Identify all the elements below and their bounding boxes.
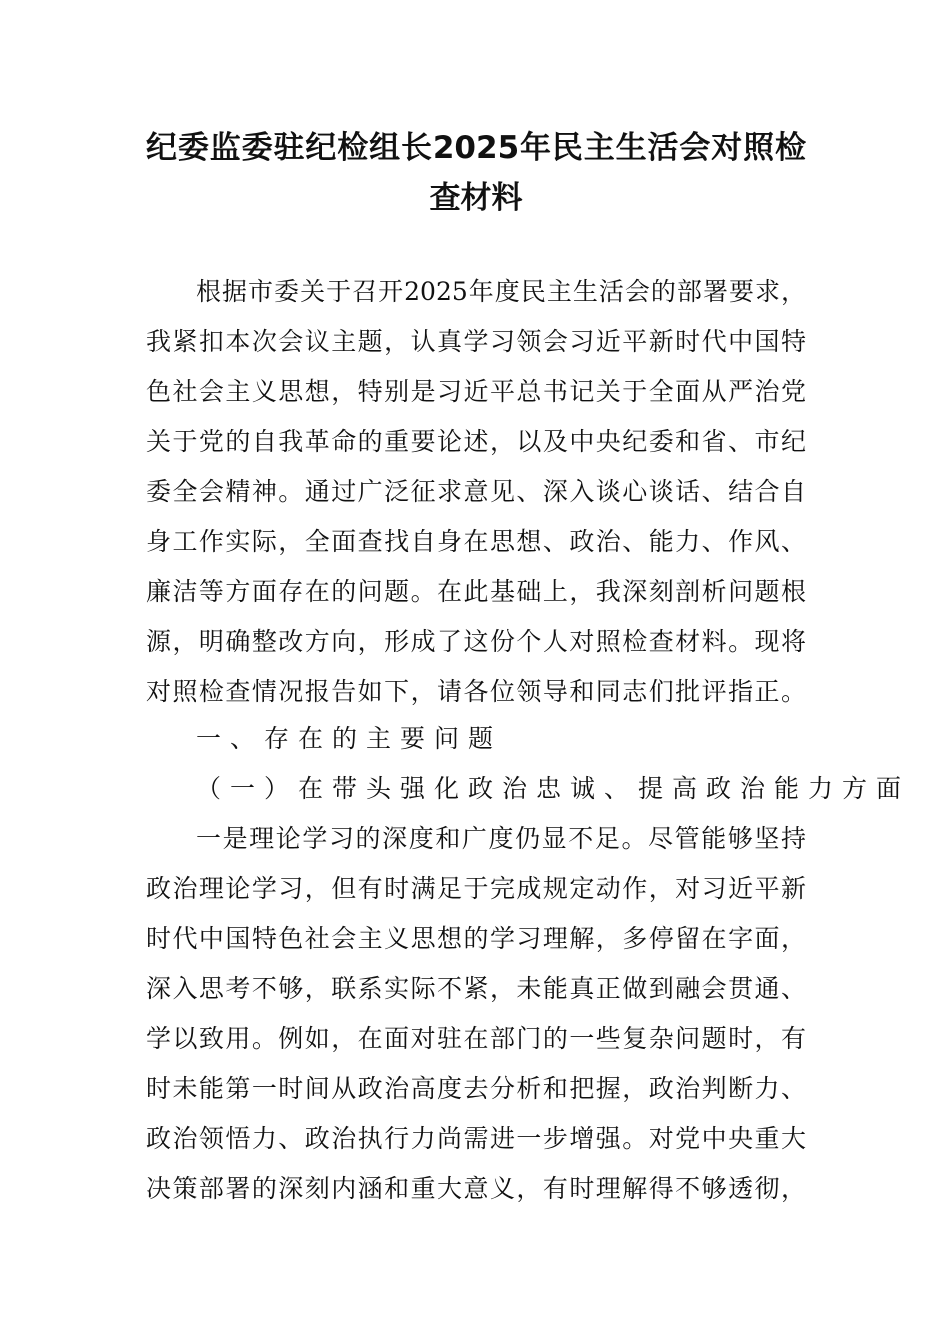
body-text-line: 政治理论学习，但有时满足于完成规定动作，对习近平新 <box>146 874 806 903</box>
body-text-line: 根据市委关于召开2025年度民主生活会的部署要求， <box>196 277 806 306</box>
body-text-line: 源，明确整改方向，形成了这份个人对照检查材料。现将 <box>146 627 806 656</box>
body-text-line: 一、存在的主要问题 <box>196 724 503 753</box>
body-text-line: 政治领悟力、政治执行力尚需进一步增强。对党中央重大 <box>146 1124 806 1153</box>
document-title-line-1: 纪委监委驻纪检组长2025年民主生活会对照检 <box>146 130 806 166</box>
body-text-line: 委全会精神。通过广泛征求意见、深入谈心谈话、结合自 <box>146 477 806 506</box>
body-text-line: 关于党的自我革命的重要论述，以及中央纪委和省、市纪 <box>146 427 806 456</box>
body-text-line: （一）在带头强化政治忠诚、提高政治能力方面 <box>196 774 911 803</box>
body-text-line: 廉洁等方面存在的问题。在此基础上，我深刻剖析问题根 <box>146 577 806 606</box>
body-text-line: 时未能第一时间从政治高度去分析和把握，政治判断力、 <box>146 1074 806 1103</box>
body-text-line: 我紧扣本次会议主题，认真学习领会习近平新时代中国特 <box>146 327 806 356</box>
body-text-line: 身工作实际，全面查找自身在思想、政治、能力、作风、 <box>146 527 806 556</box>
document-title-line-2: 查材料 <box>429 180 523 216</box>
body-text-line: 一是理论学习的深度和广度仍显不足。尽管能够坚持 <box>196 824 806 853</box>
body-text-line: 对照检查情况报告如下，请各位领导和同志们批评指正。 <box>146 677 806 706</box>
body-text-line: 时代中国特色社会主义思想的学习理解，多停留在字面， <box>146 924 806 953</box>
body-text-line: 深入思考不够，联系实际不紧，未能真正做到融会贯通、 <box>146 974 806 1003</box>
body-text-line: 决策部署的深刻内涵和重大意义，有时理解得不够透彻， <box>146 1174 806 1203</box>
body-text-line: 色社会主义思想，特别是习近平总书记关于全面从严治党 <box>146 377 806 406</box>
body-text-line: 学以致用。例如，在面对驻在部门的一些复杂问题时，有 <box>146 1024 806 1053</box>
